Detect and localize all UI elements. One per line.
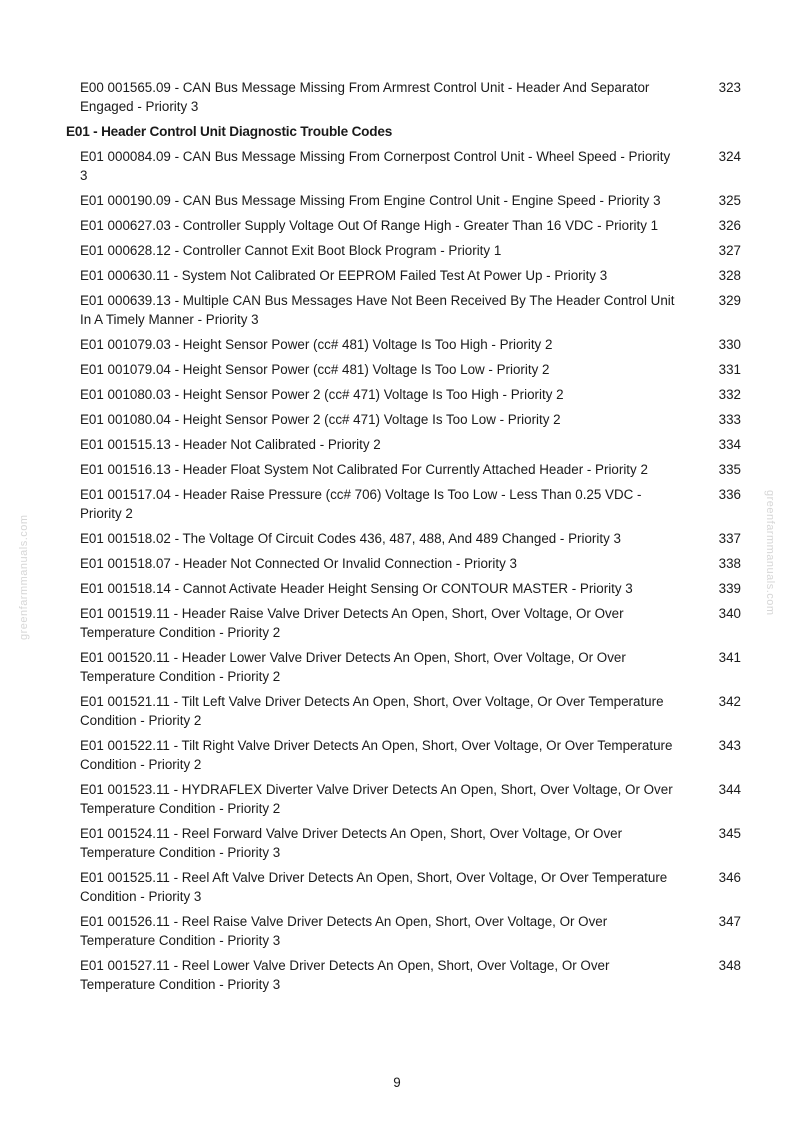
toc-entry[interactable] bbox=[80, 912, 744, 950]
toc-entry-title: E01 001524.11 - Reel Forward Valve Driver Detects An Open, Short, Over Voltage, Or Over Temperature Condition - Priority 3 bbox=[80, 826, 623, 860]
toc-entry-page: 338 bbox=[718, 556, 741, 571]
toc-entry[interactable] bbox=[80, 241, 744, 260]
toc-entry[interactable] bbox=[80, 147, 744, 185]
table-of-contents bbox=[0, 78, 794, 1000]
toc-entry[interactable] bbox=[80, 648, 744, 686]
toc-entry-title: E01 001079.03 - Height Sensor Power (cc# 481) Voltage Is Too High - Priority 2 bbox=[80, 337, 553, 352]
toc-entry-title: E01 000628.12 - Controller Cannot Exit Boot Block Program - Priority 1 bbox=[80, 243, 502, 258]
toc-entry[interactable] bbox=[80, 579, 744, 598]
toc-entry[interactable] bbox=[80, 385, 744, 404]
toc-entry-title: E01 001526.11 - Reel Raise Valve Driver Detects An Open, Short, Over Voltage, Or Over Temperature Condition - Priority 3 bbox=[80, 914, 608, 948]
toc-entry-page: 341 bbox=[718, 650, 741, 665]
toc-entry-page: 347 bbox=[718, 914, 741, 929]
toc-entry-page: 323 bbox=[718, 80, 741, 95]
toc-entry-page: 339 bbox=[718, 581, 741, 596]
toc-entry[interactable] bbox=[80, 780, 744, 818]
toc-entry-page: 330 bbox=[718, 337, 741, 352]
toc-entry[interactable] bbox=[80, 529, 744, 548]
toc-entry-page: 342 bbox=[718, 694, 741, 709]
toc-entry-title: E01 001518.07 - Header Not Connected Or Invalid Connection - Priority 3 bbox=[80, 556, 517, 571]
toc-entry[interactable] bbox=[80, 824, 744, 862]
section-heading: E01 - Header Control Unit Diagnostic Trouble Codes bbox=[66, 124, 393, 139]
toc-entry[interactable] bbox=[80, 554, 744, 573]
toc-entry-page: 346 bbox=[718, 870, 741, 885]
toc-entry[interactable] bbox=[80, 435, 744, 454]
toc-entry-title: E01 001520.11 - Header Lower Valve Driver Detects An Open, Short, Over Voltage, Or Over Temperature Condition - Priority 2 bbox=[80, 650, 626, 684]
toc-entry-page: 328 bbox=[718, 268, 741, 283]
toc-entry-page: 329 bbox=[718, 293, 741, 308]
toc-entry-page: 335 bbox=[718, 462, 741, 477]
watermark-left: greenfarmmanuals.com bbox=[18, 514, 30, 640]
toc-entry-page: 336 bbox=[718, 487, 741, 502]
toc-entry[interactable] bbox=[80, 460, 744, 479]
toc-entry-page: 325 bbox=[718, 193, 741, 208]
toc-entry-title: E01 000630.11 - System Not Calibrated Or EEPROM Failed Test At Power Up - Priority 3 bbox=[80, 268, 608, 283]
toc-entry[interactable] bbox=[80, 485, 744, 523]
toc-entry-title: E01 001519.11 - Header Raise Valve Driver Detects An Open, Short, Over Voltage, Or Over Temperature Condition - Priority 2 bbox=[80, 606, 624, 640]
toc-entry[interactable] bbox=[80, 410, 744, 429]
toc-entry[interactable] bbox=[80, 868, 744, 906]
toc-entry-page: 327 bbox=[718, 243, 741, 258]
toc-entry-title: E00 001565.09 - CAN Bus Message Missing From Armrest Control Unit - Header And Separator Engaged - Priority 3 bbox=[80, 80, 650, 114]
toc-entry[interactable] bbox=[80, 291, 744, 329]
toc-entry[interactable] bbox=[80, 604, 744, 642]
toc-entry[interactable] bbox=[80, 360, 744, 379]
toc-entry-title: E01 001527.11 - Reel Lower Valve Driver Detects An Open, Short, Over Voltage, Or Over Temperature Condition - Priority 3 bbox=[80, 958, 610, 992]
toc-entry[interactable] bbox=[80, 266, 744, 285]
toc-entry-title: E01 001523.11 - HYDRAFLEX Diverter Valve Driver Detects An Open, Short, Over Voltage, Or Over Temperature Condition - Priority 2 bbox=[80, 782, 673, 816]
toc-entry-title: E01 000639.13 - Multiple CAN Bus Messages Have Not Been Received By The Header Control Unit In A Timely Manner - Priority 3 bbox=[80, 293, 675, 327]
page-number: 9 bbox=[393, 1075, 401, 1090]
toc-entry[interactable] bbox=[80, 736, 744, 774]
toc-entry-title: E01 001079.04 - Height Sensor Power (cc# 481) Voltage Is Too Low - Priority 2 bbox=[80, 362, 550, 377]
toc-entry-title: E01 001080.04 - Height Sensor Power 2 (cc# 471) Voltage Is Too Low - Priority 2 bbox=[80, 412, 561, 427]
toc-entry-title: E01 001516.13 - Header Float System Not Calibrated For Currently Attached Header - Priority 2 bbox=[80, 462, 648, 477]
toc-entry-page: 332 bbox=[718, 387, 741, 402]
toc-entry-title: E01 001525.11 - Reel Aft Valve Driver Detects An Open, Short, Over Voltage, Or Over Temperature Condition - Priority 3 bbox=[80, 870, 668, 904]
toc-entry-page: 345 bbox=[718, 826, 741, 841]
toc-entry-page: 333 bbox=[718, 412, 741, 427]
toc-entry-page: 343 bbox=[718, 738, 741, 753]
toc-entry[interactable] bbox=[80, 216, 744, 235]
toc-entry-page: 326 bbox=[718, 218, 741, 233]
toc-entry[interactable] bbox=[80, 78, 744, 116]
toc-entry-page: 348 bbox=[718, 958, 741, 973]
toc-entry-page: 334 bbox=[718, 437, 741, 452]
toc-entry[interactable] bbox=[80, 692, 744, 730]
toc-entry[interactable] bbox=[80, 335, 744, 354]
toc-entry-title: E01 000190.09 - CAN Bus Message Missing From Engine Control Unit - Engine Speed - Priority 3 bbox=[80, 193, 661, 208]
toc-entry-title: E01 001521.11 - Tilt Left Valve Driver Detects An Open, Short, Over Voltage, Or Over Temperature Condition - Priority 2 bbox=[80, 694, 664, 728]
toc-entry-page: 337 bbox=[718, 531, 741, 546]
toc-entry-title: E01 001515.13 - Header Not Calibrated - Priority 2 bbox=[80, 437, 381, 452]
toc-entry-page: 324 bbox=[718, 149, 741, 164]
toc-entry-title: E01 000627.03 - Controller Supply Voltage Out Of Range High - Greater Than 16 VDC - Priority 1 bbox=[80, 218, 659, 233]
toc-entry[interactable] bbox=[80, 191, 744, 210]
toc-entry-page: 344 bbox=[718, 782, 741, 797]
watermark-right: greenfarmmanuals.com bbox=[764, 490, 776, 616]
toc-entry-title: E01 001518.02 - The Voltage Of Circuit Codes 436, 487, 488, And 489 Changed - Priority 3 bbox=[80, 531, 621, 546]
toc-entry-title: E01 001080.03 - Height Sensor Power 2 (cc# 471) Voltage Is Too High - Priority 2 bbox=[80, 387, 564, 402]
toc-entry-page: 340 bbox=[718, 606, 741, 621]
toc-entry-title: E01 001518.14 - Cannot Activate Header Height Sensing Or CONTOUR MASTER - Priority 3 bbox=[80, 581, 633, 596]
toc-entry-title: E01 001522.11 - Tilt Right Valve Driver Detects An Open, Short, Over Voltage, Or Over Temperature Condition - Priority 2 bbox=[80, 738, 673, 772]
toc-entry-page: 331 bbox=[718, 362, 741, 377]
toc-entry-title: E01 001517.04 - Header Raise Pressure (cc# 706) Voltage Is Too Low - Less Than 0.25 VDC - Priority 2 bbox=[80, 487, 642, 521]
toc-entry[interactable] bbox=[80, 956, 744, 994]
toc-entry-title: E01 000084.09 - CAN Bus Message Missing From Cornerpost Control Unit - Wheel Speed - Priority 3 bbox=[80, 149, 671, 183]
